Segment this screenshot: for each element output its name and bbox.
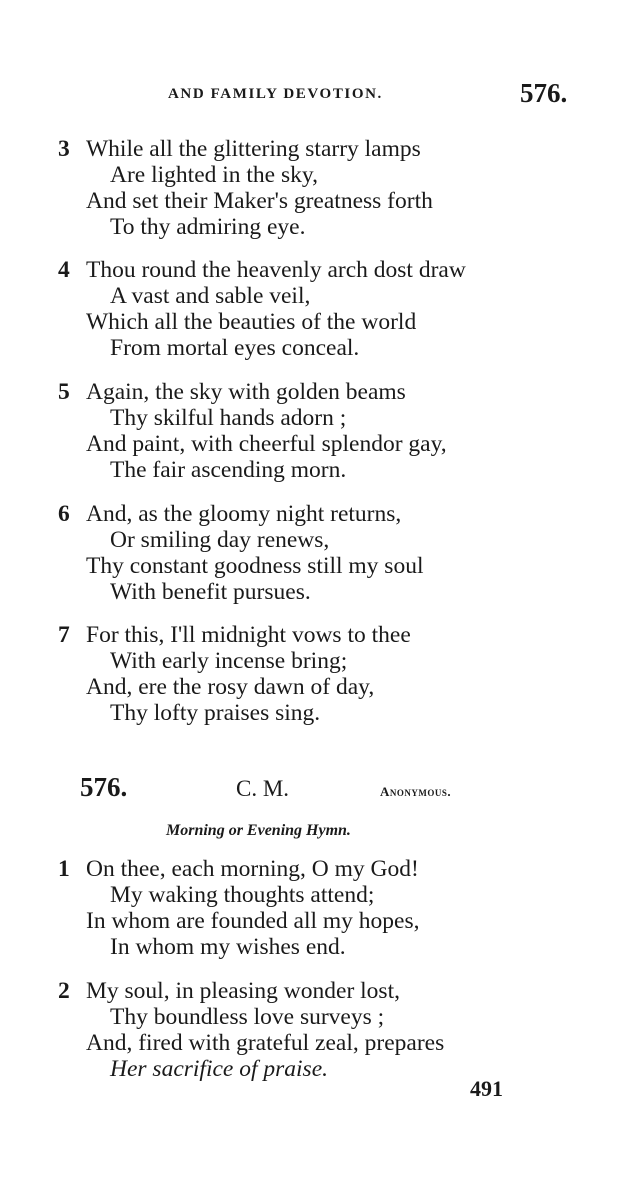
verse-line: Thy boundless love surveys ; (110, 1004, 385, 1030)
hymn-title: Morning or Evening Hymn. (166, 822, 351, 839)
verse-line: And, as the gloomy night returns, (86, 501, 402, 527)
hymn-author: Anonymous. (380, 784, 452, 799)
hymn-meter: C. M. (236, 776, 290, 801)
stanza-7 (58, 622, 618, 726)
hymn-number: 576. (80, 772, 128, 802)
stanza-number: 6 (58, 501, 70, 527)
stanza-1 (58, 856, 618, 960)
verse-line: In whom are founded all my hopes, (86, 908, 420, 934)
verse-line: Thy lofty praises sing. (110, 700, 321, 726)
hymn-header (80, 772, 510, 808)
verse-line: From mortal eyes conceal. (110, 335, 360, 361)
verse-line: On thee, each morning, O my God! (86, 856, 419, 882)
page-number: 576. (520, 78, 568, 108)
verse-line: In whom my wishes end. (110, 934, 346, 960)
stanza-number: 5 (58, 379, 70, 405)
stanza-number: 1 (58, 856, 70, 882)
verse-line: With benefit pursues. (110, 579, 311, 605)
stanza-6 (58, 501, 618, 605)
stanza-4 (58, 257, 618, 361)
verse-line: The fair ascending morn. (110, 457, 347, 483)
verse-line: And paint, with cheerful splendor gay, (86, 431, 447, 457)
running-head: AND FAMILY DEVOTION. (168, 86, 383, 102)
verse-line: Her sacrifice of praise. (110, 1056, 328, 1082)
verse-line: With early incense bring; (110, 648, 348, 674)
verse-line: Thou round the heavenly arch dost draw (86, 257, 466, 283)
verse-line: Which all the beauties of the world (86, 309, 417, 335)
stanza-number: 4 (58, 257, 70, 283)
verse-line: Thy skilful hands adorn ; (110, 405, 347, 431)
verse-line: A vast and sable veil, (110, 283, 311, 309)
verse-line: For this, I'll midnight vows to thee (86, 622, 411, 648)
verse-line: And, fired with grateful zeal, prepares (86, 1030, 445, 1056)
stanza-2 (58, 978, 618, 1082)
stanza-number: 3 (58, 136, 70, 162)
verse-line: While all the glittering starry lamps (86, 136, 421, 162)
stanza-5 (58, 379, 618, 483)
stanza-number: 7 (58, 622, 70, 648)
signature-mark: 491 (470, 1076, 503, 1101)
verse-line: Again, the sky with golden beams (86, 379, 406, 405)
verse-line: And set their Maker's greatness forth (86, 188, 433, 214)
verse-line: To thy admiring eye. (110, 214, 306, 240)
verse-line: My waking thoughts attend; (110, 882, 375, 908)
verse-line: And, ere the rosy dawn of day, (86, 674, 375, 700)
verse-line: Or smiling day renews, (110, 527, 330, 553)
verse-line: Thy constant goodness still my soul (86, 553, 424, 579)
stanza-number: 2 (58, 978, 70, 1004)
stanza-3 (58, 136, 618, 240)
verse-line: Are lighted in the sky, (110, 162, 318, 188)
verse-line: My soul, in pleasing wonder lost, (86, 978, 400, 1004)
